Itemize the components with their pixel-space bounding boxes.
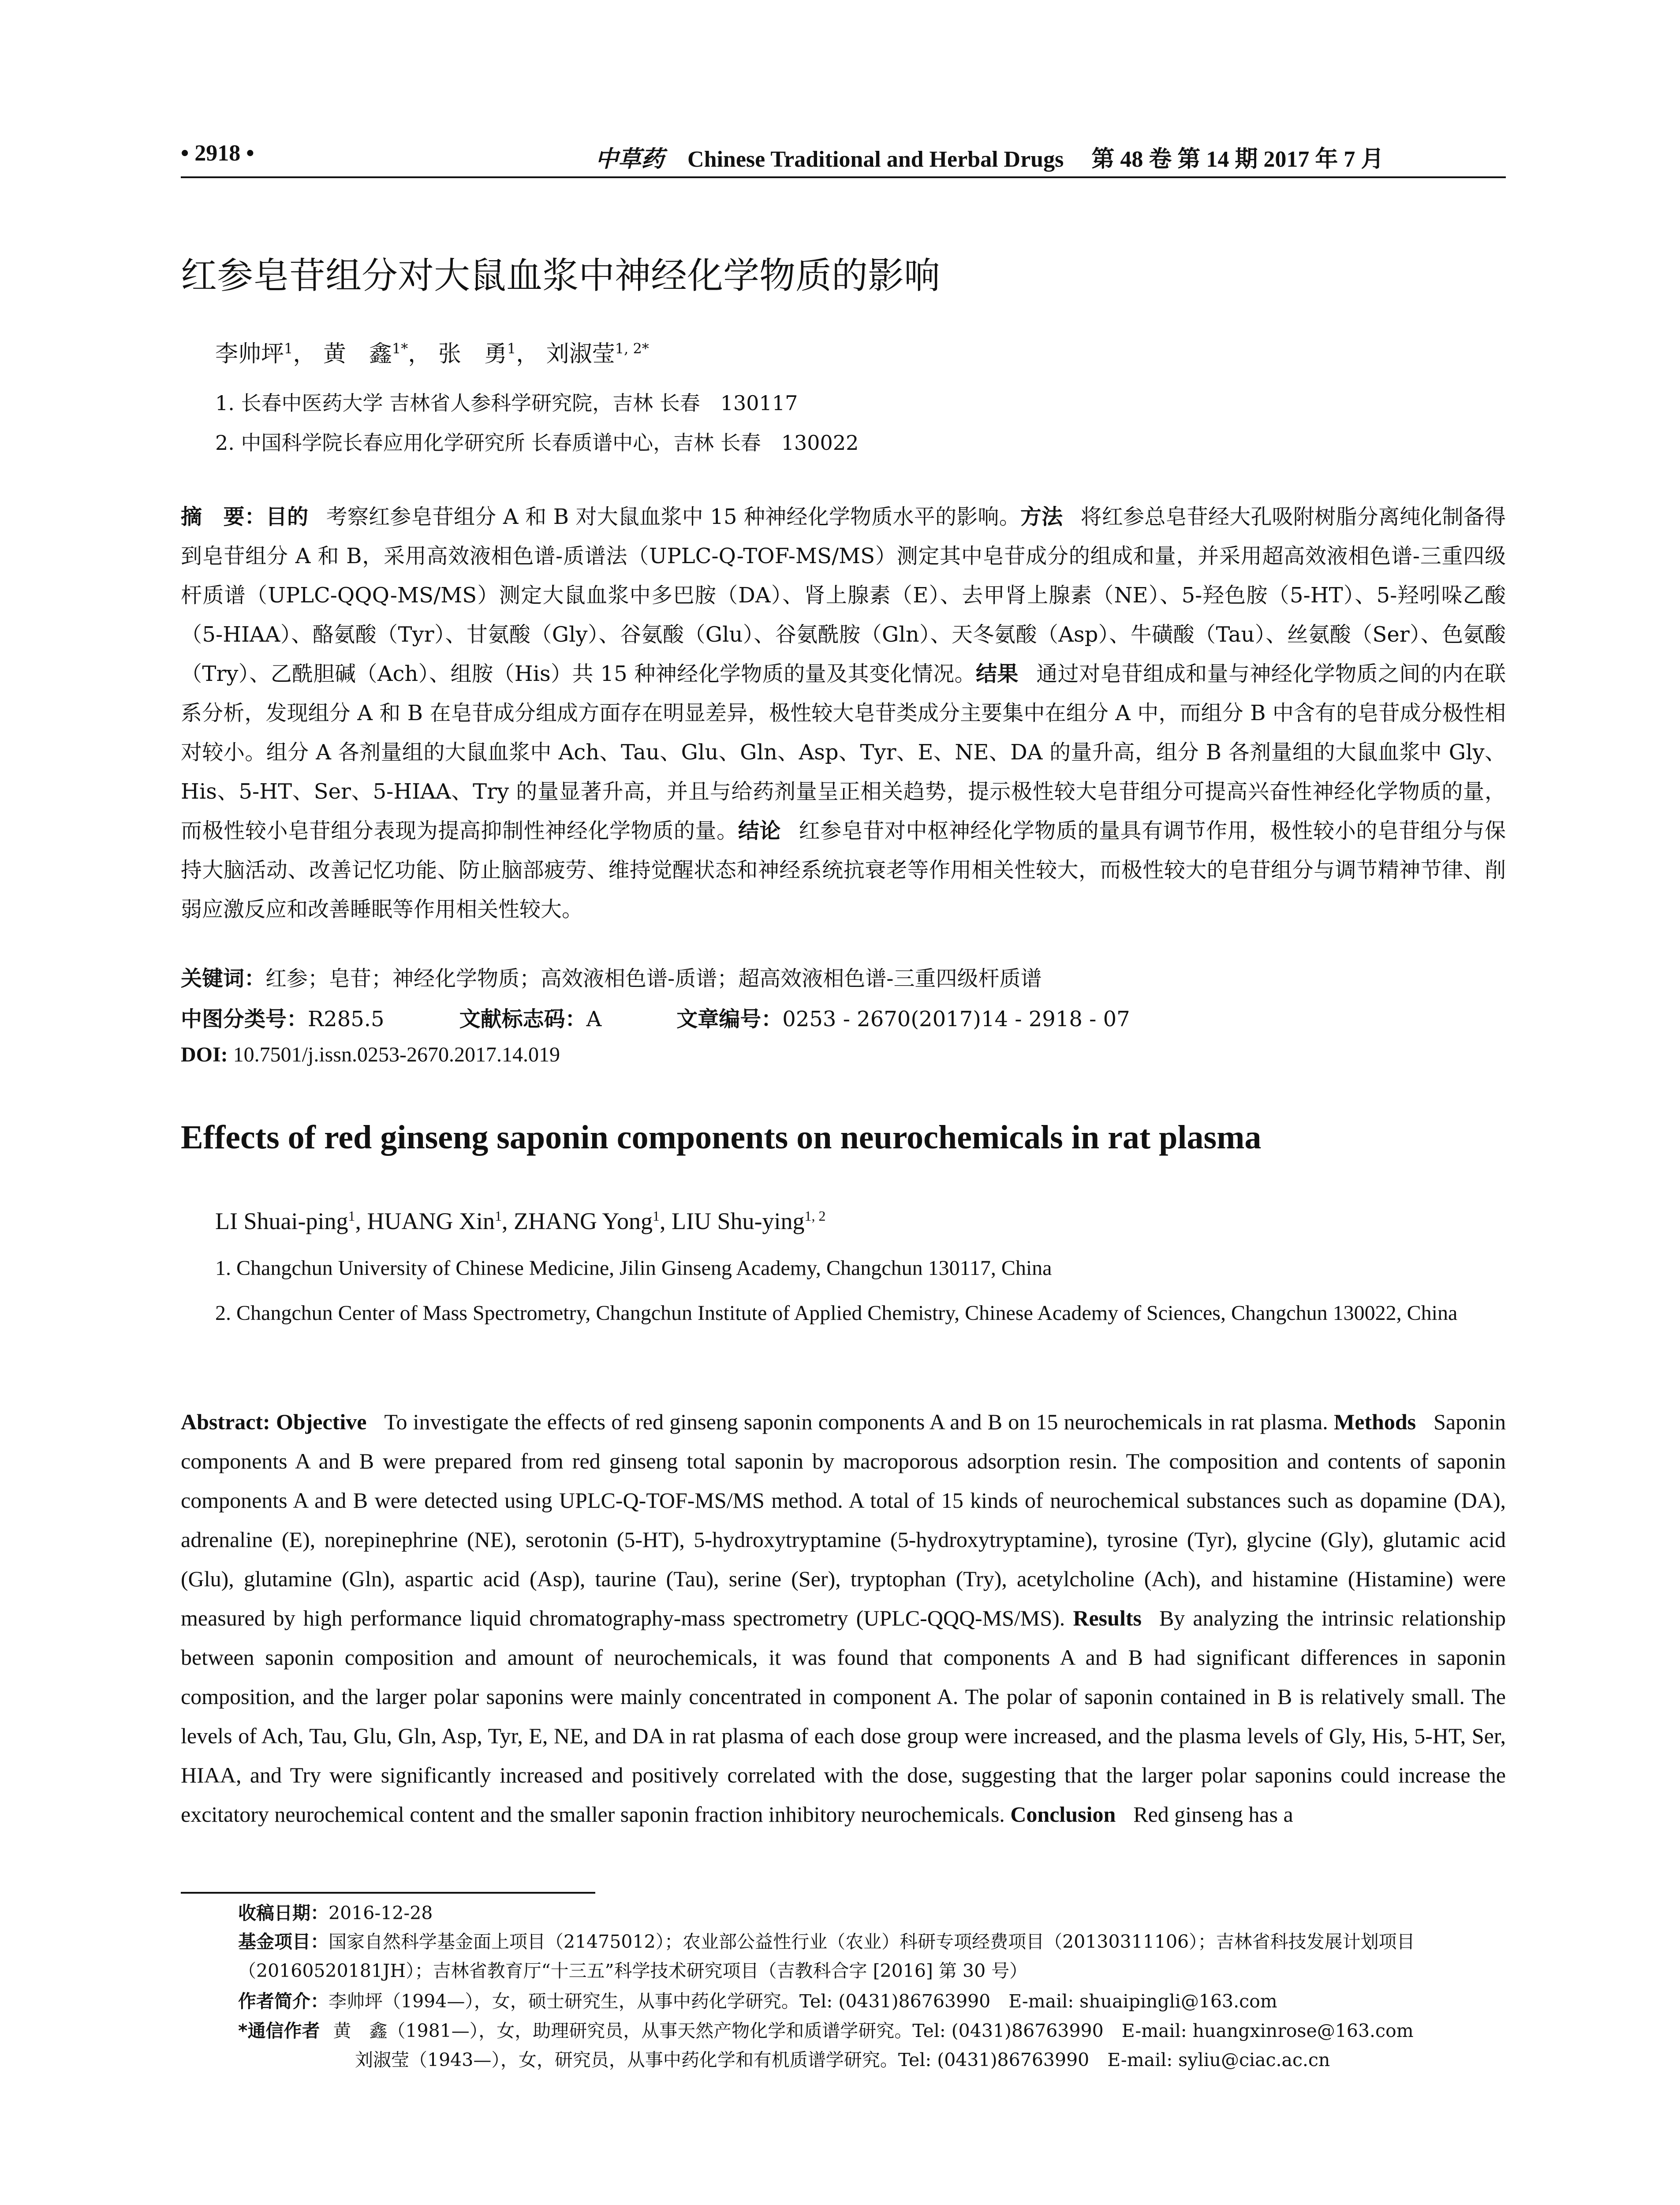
page-number: • 2918 • xyxy=(181,141,254,166)
chinese-affiliation-1: 1. 长春中医药大学 吉林省人参科学研究院，吉林 长春 130117 xyxy=(215,391,798,415)
corresponding-author-2: 刘淑莹（1943—），女，研究员，从事中药化学和有机质谱学研究。Tel: (0431)86763990 E-mail: syliu@ciac.ac.cn xyxy=(355,2049,1330,2070)
english-abstract xyxy=(181,1402,1506,1834)
author-name: HUANG Xin xyxy=(367,1208,495,1234)
objective-text: To investigate the effects of red ginseng saponin components A and B on 15 neurochemicals in rat plasma. xyxy=(384,1409,1328,1434)
doi-line xyxy=(181,1043,560,1067)
objective-label: 目的 xyxy=(265,505,309,529)
english-authors: LI Shuai-ping$^1$, HUANG Xin$^1$, ZHANG Yong$^1$, LIU Shu-ying$^{1, 2}$ xyxy=(215,1208,826,1234)
author-affiliation-mark: 1 xyxy=(284,340,293,357)
results-label: 结果 xyxy=(975,662,1019,686)
methods-text: Saponin components A and B were prepared from red ginseng total saponin by macroporous adsorption resin. The composition and contents of saponin components A and B were detected using UPLC-Q-TOF-MS/MS method. A total of 15 kinds of neurochemical substances such as dopamine (DA), adrenaline (E), norepinephrine (NE), serotonin (5-HT), 5-hydroxytryptamine (5-hydroxytryptamine), tyrosine (Tyr), glycine (Gly), glutamic acid (Glu), glutamine (Gln), aspartic acid (Asp), taurine (Tau), serine (Ser), tryptophan (Try), acetylcholine (Ach), and histamine (Histamine) were measured by high performance liquid chromatography-mass spectrometry (UPLC-QQQ-MS/MS). xyxy=(181,1409,1506,1630)
fund-text: 国家自然科学基金面上项目（21475012）；农业部公益性行业（农业）科研专项经费项目（20130311106）；吉林省科技发展计划项目（20160520181JH）；吉林省教育厅“十三五”科学技术研究项目（吉教科合字 [2016] 第 30 号） xyxy=(238,1931,1415,1981)
methods-label: 方法 xyxy=(1020,505,1063,529)
author-name: 黄 鑫 xyxy=(323,341,392,367)
footnote-author xyxy=(238,1987,1277,2013)
received-label: 收稿日期： xyxy=(238,1902,329,1924)
chinese-abstract xyxy=(181,497,1506,929)
chinese-title: 红参皂苷组分对大鼠血浆中神经化学物质的影响 xyxy=(181,255,941,297)
article-number-value: 0253 - 2670(2017)14 - 2918 - 07 xyxy=(782,1007,1130,1031)
author-affiliation-mark: 1, 2* xyxy=(615,340,649,357)
journal-name: Chinese Traditional and Herbal Drugs xyxy=(687,147,1064,172)
journal-issue: 第 48 卷 第 14 期 2017 年 7 月 xyxy=(1091,147,1384,172)
footnote-fund xyxy=(238,1927,1504,1985)
journal-header xyxy=(595,140,1384,173)
results-text: By analyzing the intrinsic relationship between saponin composition and amount of neurochemicals, it was found that components A and B had significant differences in saponin composition, and the larger polar saponins were mainly concentrated in component A. The polar of saponin contained in B is relatively small. The levels of Ach, Tau, Glu, Gln, Asp, Tyr, E, NE, and DA in rat plasma of each dose group were increased, and the plasma levels of Gly, His, 5-HT, Ser, HIAA, and Try were significantly increased and positively correlated with the dose, suggesting that the larger polar saponins could increase the excitatory neurochemical content and the smaller saponin fraction inhibitory neurochemicals. xyxy=(181,1606,1506,1827)
footnote-rule xyxy=(181,1892,595,1894)
methods-label: Methods xyxy=(1334,1409,1416,1434)
author-name: 张 勇 xyxy=(438,341,507,367)
conclusion-text: 红参皂苷对中枢神经化学物质的量具有调节作用，极性较小的皂苷组分与保持大脑活动、改善记忆功能、防止脑部疲劳、维持觉醒状态和神经系统抗衰老等作用相关性较大，而极性较大的皂苷组分与调节精神节律、削弱应激反应和改善睡眠等作用相关性较大。 xyxy=(181,818,1506,922)
author-bio-label: 作者简介： xyxy=(238,1991,329,2012)
author-affiliation-mark: 1 xyxy=(348,1208,355,1224)
author-affiliation-mark: 1 xyxy=(653,1208,660,1224)
corresponding-author-1: 黄 鑫（1981—），女，助理研究员，从事天然产物化学和质谱学研究。Tel: (0431)86763990 E-mail: huangxinrose@163.com xyxy=(333,2020,1414,2041)
author-name: LI Shuai-ping xyxy=(215,1208,348,1234)
journal-logo: 中草药 xyxy=(595,146,665,172)
chinese-affiliation-2: 2. 中国科学院长春应用化学研究所 长春质谱中心，吉林 长春 130022 xyxy=(215,431,859,455)
received-date: 2016-12-28 xyxy=(329,1902,433,1924)
keywords-text: 红参；皂苷；神经化学物质；高效液相色谱-质谱；超高效液相色谱-三重四级杆质谱 xyxy=(265,966,1042,991)
doccode-label: 文献标志码： xyxy=(459,1007,586,1031)
doccode-value: A xyxy=(586,1007,602,1031)
author-name: 李帅坪 xyxy=(215,341,284,367)
article-number-label: 文章编号： xyxy=(676,1007,783,1031)
doi-label: DOI: xyxy=(181,1043,228,1066)
results-label: Results xyxy=(1073,1606,1142,1630)
objective-label: Objective xyxy=(276,1409,367,1434)
author-affiliation-mark: 1 xyxy=(494,1208,502,1224)
abstract-label: 摘 要： xyxy=(181,505,266,529)
chinese-authors: 李帅坪$^1$， 黄 鑫$^{1*}$， 张 勇$^1$， 刘淑莹$^{1, 2*}$ xyxy=(215,340,649,367)
author-affiliation-mark: 1* xyxy=(392,340,408,357)
conclusion-label: Conclusion xyxy=(1010,1802,1116,1827)
keywords-label: 关键词： xyxy=(181,966,266,991)
english-affiliation-2: 2. Changchun Center of Mass Spectrometry, Changchun Institute of Applied Chemistry, Chinese Academy of Sciences, Changchun 130022, China xyxy=(215,1301,1458,1325)
author-name: ZHANG Yong xyxy=(513,1208,653,1234)
header-rule xyxy=(181,176,1506,178)
running-header xyxy=(181,140,1506,176)
clc-value: R285.5 xyxy=(308,1007,385,1031)
doi-link[interactable]: 10.7501/j.issn.0253-2670.2017.14.019 xyxy=(233,1043,560,1066)
objective-text: 考察红参皂苷组分 A 和 B 对大鼠血浆中 15 种神经化学物质水平的影响。 xyxy=(326,505,1020,529)
results-text: 通过对皂苷组成和量与神经化学物质之间的内在联系分析，发现组分 A 和 B 在皂苷成分组成方面存在明显差异，极性较大皂苷类成分主要集中在组分 A 中，而组分 B 中含有的皂苷成分极性相对较小。组分 A 各剂量组的大鼠血浆中 Ach、Tau、Glu、Gln、Asp、Tyr、E、NE、DA 的量升高，组分 B 各剂量组的大鼠血浆中 Gly、His、5-HT、Ser、5-HIAA、Try 的量显著升高，并且与给药剂量呈正相关趋势，提示极性较大皂苷组分可提高兴奋性神经化学物质的量，而极性较小皂苷组分表现为提高抑制性神经化学物质的量。 xyxy=(181,662,1506,843)
footnote-corresponding xyxy=(238,2016,1414,2042)
author-affiliation-mark: 1 xyxy=(507,340,516,357)
classification-line xyxy=(181,1002,1130,1032)
methods-text: 将红参总皂苷经大孔吸附树脂分离纯化制备得到皂苷组分 A 和 B，采用高效液相色谱-质谱法（UPLC-Q-TOF-MS/MS）测定其中皂苷成分的组成和量，并采用超高效液相色谱-三重四级杆质谱（UPLC-QQQ-MS/MS）测定大鼠血浆中多巴胺（DA）、肾上腺素（E）、去甲肾上腺素（NE）、5-羟色胺（5-HT）、5-羟吲哚乙酸（5-HIAA）、酪氨酸（Tyr）、甘氨酸（Gly）、谷氨酸（Glu）、谷氨酰胺（Gln）、天冬氨酸（Asp）、牛磺酸（Tau）、丝氨酸（Ser）、色氨酸（Try）、乙酰胆碱（Ach）、组胺（His）共 15 种神经化学物质的量及其变化情况。 xyxy=(181,505,1506,686)
author-name: LIU Shu-ying xyxy=(672,1208,805,1234)
english-affiliation-1: 1. Changchun University of Chinese Medicine, Jilin Ginseng Academy, Changchun 130117, China xyxy=(215,1256,1052,1280)
conclusion-label: 结论 xyxy=(738,818,781,843)
conclusion-text: Red ginseng has a xyxy=(1133,1802,1293,1827)
abstract-label: Abstract: xyxy=(181,1409,270,1434)
corresponding-label: *通信作者 xyxy=(238,2020,320,2041)
fund-label: 基金项目： xyxy=(238,1931,329,1952)
footnote-received xyxy=(238,1899,433,1925)
english-title: Effects of red ginseng saponin components on neurochemicals in rat plasma xyxy=(181,1119,1262,1156)
author-affiliation-mark: 1, 2 xyxy=(804,1208,826,1224)
keywords xyxy=(181,961,1042,992)
author-bio-text: 李帅坪（1994—），女，硕士研究生，从事中药化学研究。Tel: (0431)86763990 E-mail: shuaipingli@163.com xyxy=(329,1991,1277,2012)
clc-label: 中图分类号： xyxy=(181,1007,308,1031)
author-name: 刘淑莹 xyxy=(546,341,615,367)
